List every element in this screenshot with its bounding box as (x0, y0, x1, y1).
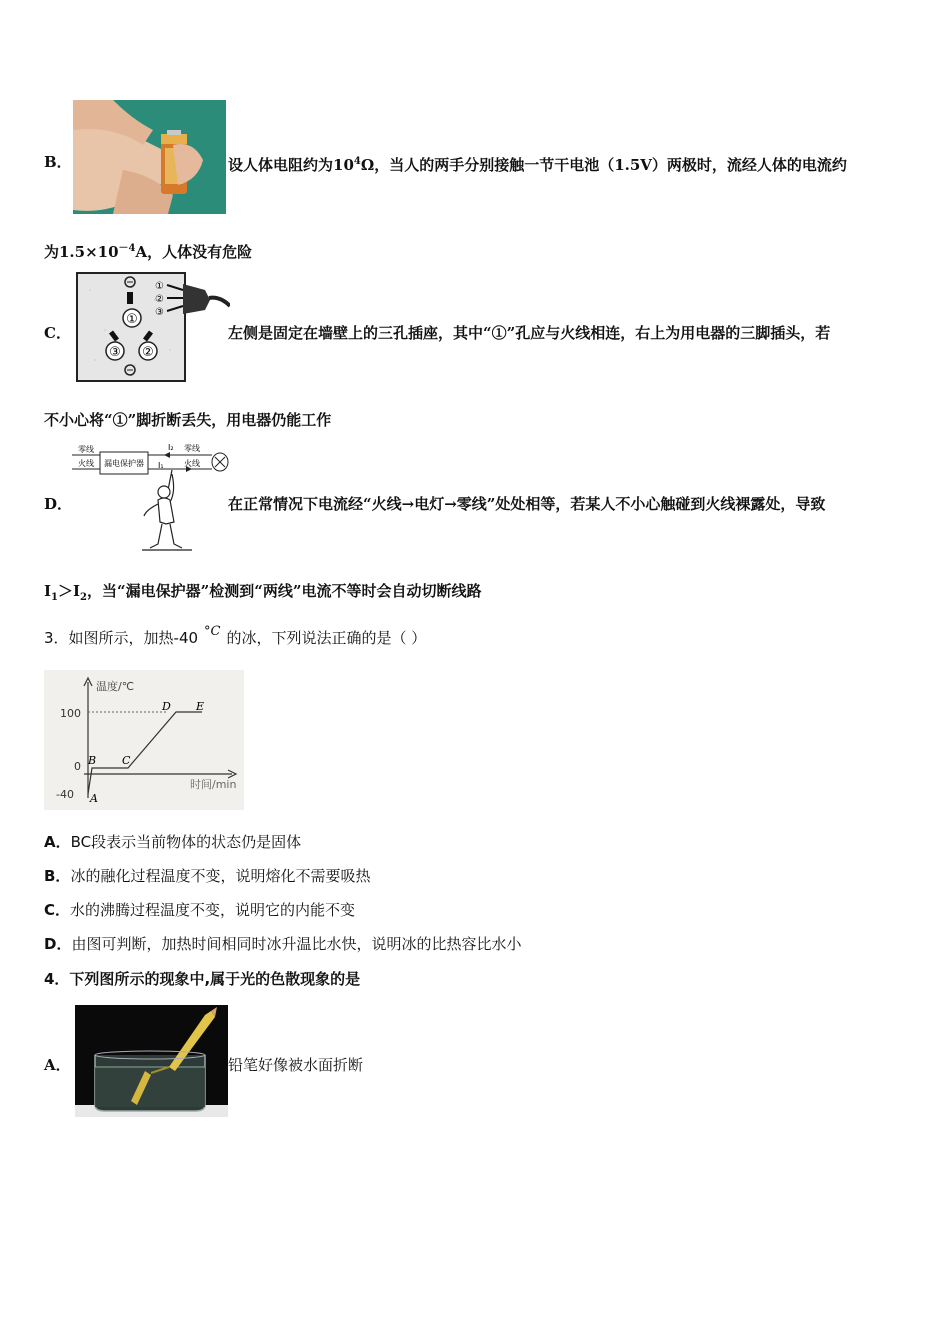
temperature-time-graph-svg (44, 670, 244, 810)
graph-point-e: E (196, 700, 205, 713)
temperature-time-graph (44, 670, 244, 810)
socket-hole-1-label: ① (126, 312, 138, 327)
hand-holding-battery-image (73, 100, 226, 214)
protector-device-label: 漏电保护器 (104, 459, 144, 468)
q4-option-a-text: 铅笔好像被水面折断 (228, 1056, 364, 1074)
option-c-letter: C． (44, 324, 71, 342)
option-d-continuation: $I_1>I_2$，当“漏电保护器”检测到“两线”电流不等时会自动切断线路 (44, 582, 482, 603)
option-c-text: 左侧是固定在墙壁上的三孔插座，其中“①”孔应与火线相连，右上为用电器的三脚插头，若 (228, 324, 831, 342)
option-b-letter: B． (44, 153, 72, 171)
plug-pin-3-label: ③ (155, 307, 164, 318)
socket-hole-3-label: ③ (109, 345, 121, 360)
q3-option-b: B．冰的融化过程温度不变，说明熔化不需要吸热 (44, 867, 371, 885)
celsius-unit: °C (204, 624, 221, 639)
q4-option-a-letter: A． (44, 1056, 71, 1074)
graph-y-axis-label: 温度/℃ (96, 680, 135, 693)
graph-point-a: A (90, 792, 98, 805)
graph-tick-minus40: -40 (56, 788, 74, 801)
q3-option-c: C．水的沸腾过程温度不变，说明它的内能不变 (44, 901, 356, 919)
leakage-protector-figure (72, 440, 232, 558)
neutral-line-right-label: 零线 (184, 444, 200, 453)
pencil-in-water-photo (75, 1005, 228, 1117)
graph-point-b: B (88, 754, 97, 767)
leakage-protector-diagram (72, 440, 232, 558)
option-d-letter: D． (44, 495, 73, 513)
socket-hole-2-label: ② (142, 345, 154, 360)
three-hole-socket-diagram (75, 270, 230, 385)
q3-option-a: A．BC段表示当前物体的状态仍是固体 (44, 833, 302, 851)
socket-figure (75, 270, 230, 385)
option-b-continuation: 为$1.5\times 10^{-4}A$，人体没有危险 (44, 243, 253, 261)
option-c-continuation: 不小心将“①”脚折断丢失，用电器仍能工作 (44, 411, 332, 429)
option-b-text: 设人体电阻约为$10^4\Omega$，当人的两手分别接触一节干电池（1.5V）两极时，流经人体的电流约 (228, 156, 847, 174)
graph-tick-100: 100 (60, 707, 81, 720)
person-figure (142, 470, 192, 550)
option-d-text: 在正常情况下电流经“火线→电灯→零线”处处相等，若某人不小心触碰到火线裸露处，导致 (228, 495, 826, 513)
live-line-left-label: 火线 (78, 459, 94, 468)
q3-option-d: D．由图可判断，加热时间相同时冰升温比水快，说明冰的比热容比水小 (44, 935, 522, 953)
graph-tick-0: 0 (74, 760, 81, 773)
live-line-right-label: 火线 (184, 459, 200, 468)
neutral-line-left-label: 零线 (78, 445, 94, 454)
current-i1-label: I₁ (158, 461, 164, 470)
battery-photo (73, 100, 226, 214)
graph-point-d: D (162, 700, 171, 713)
question-4-stem: 4．下列图所示的现象中,属于光的色散现象的是 (44, 970, 361, 988)
current-i2-label: I₂ (168, 443, 174, 452)
question-3-stem: 3．如图所示，加热-40 °C 的冰，下列说法正确的是（ ） (44, 624, 427, 647)
plug-pin-2-label: ② (155, 294, 164, 305)
graph-x-axis-label: 时间/min (190, 778, 237, 791)
graph-point-c: C (122, 754, 131, 767)
pencil-in-water-image (75, 1005, 228, 1117)
plug-pin-1-label: ① (155, 281, 164, 292)
